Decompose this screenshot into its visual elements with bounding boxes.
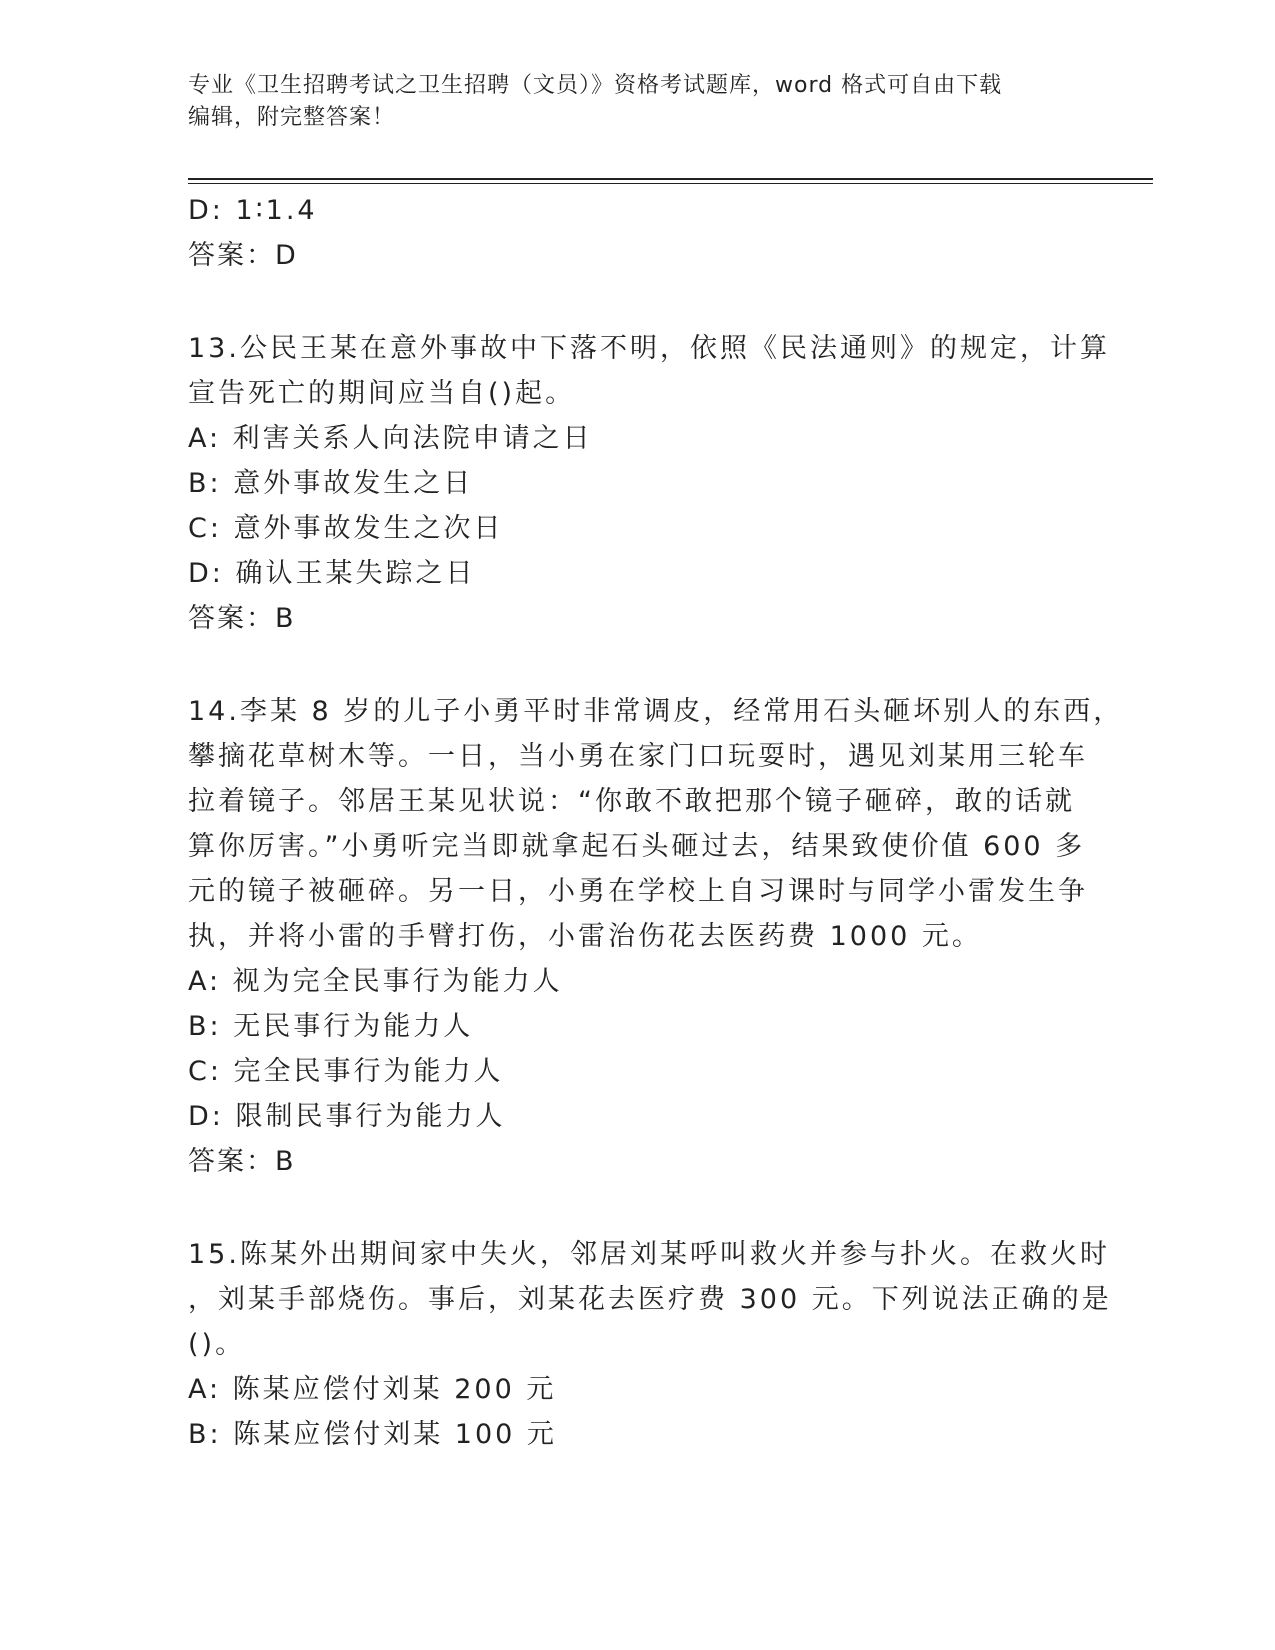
question-text-line: 元的镜子被砸碎。另一日，小勇在学校上自习课时与同学小雷发生争 [188, 876, 1088, 907]
option-c: C: 完全民事行为能力人 [188, 1056, 504, 1087]
question-text-line: 攀摘花草树木等。一日，当小勇在家门口玩耍时，遇见刘某用三轮车 [188, 741, 1088, 772]
option-d: D: 限制民事行为能力人 [188, 1101, 506, 1132]
spacer [188, 278, 1088, 326]
header-divider-thin [188, 183, 1153, 184]
question-text-line: 14.李某 8 岁的儿子小勇平时非常调皮，经常用石头砸坏别人的东西， [188, 696, 1124, 727]
question-content [188, 188, 1124, 1457]
option-b: B: 意外事故发生之日 [188, 468, 474, 499]
option-d: D: 确认王某失踪之日 [188, 558, 476, 589]
question-text-line: 执，并将小雷的手臂打伤，小雷治伤花去医药费 1000 元。 [188, 921, 982, 952]
option-b: B: 陈某应偿付刘某 100 元 [188, 1419, 557, 1450]
header-divider [188, 178, 1153, 180]
answer-label: 答案：B [188, 603, 296, 634]
spacer [188, 1184, 1088, 1232]
question-text-line: 宣告死亡的期间应当自()起。 [188, 378, 576, 409]
question-15 [188, 1232, 1112, 1457]
question-13 [188, 326, 1110, 641]
question-12-tail [188, 188, 1088, 278]
question-text-line: 算你厉害。”小勇听完当即就拿起石头砸过去，结果致使价值 600 多 [188, 831, 1086, 862]
option-c: C: 意外事故发生之次日 [188, 513, 504, 544]
question-text-line: ，刘某手部烧伤。事后，刘某花去医疗费 300 元。下列说法正确的是 [188, 1284, 1112, 1315]
option-b: B: 无民事行为能力人 [188, 1011, 474, 1042]
option-a: A: 陈某应偿付刘某 200 元 [188, 1374, 557, 1405]
question-text-line: 拉着镜子。邻居王某见状说：“你敢不敢把那个镜子砸碎，敢的话就 [188, 786, 1075, 817]
question-text-line: ()。 [188, 1329, 246, 1360]
document-header [188, 70, 1068, 134]
option-a: A: 视为完全民事行为能力人 [188, 966, 563, 997]
answer-label: 答案：D [188, 240, 298, 271]
option-a: A: 利害关系人向法院申请之日 [188, 423, 593, 454]
answer-label: 答案：B [188, 1146, 296, 1177]
header-line-1: 专业《卫生招聘考试之卫生招聘（文员）》资格考试题库，word 格式可自由下载 [188, 73, 1003, 98]
header-line-2: 编辑，附完整答案！ [188, 105, 396, 130]
question-text-line: 15.陈某外出期间家中失火，邻居刘某呼叫救火并参与扑火。在救火时 [188, 1239, 1110, 1270]
question-text-line: 13.公民王某在意外事故中下落不明，依照《民法通则》的规定，计算 [188, 333, 1110, 364]
question-14 [188, 689, 1124, 1184]
option-d: D: 1∶1.4 [188, 195, 318, 226]
spacer [188, 641, 1088, 689]
